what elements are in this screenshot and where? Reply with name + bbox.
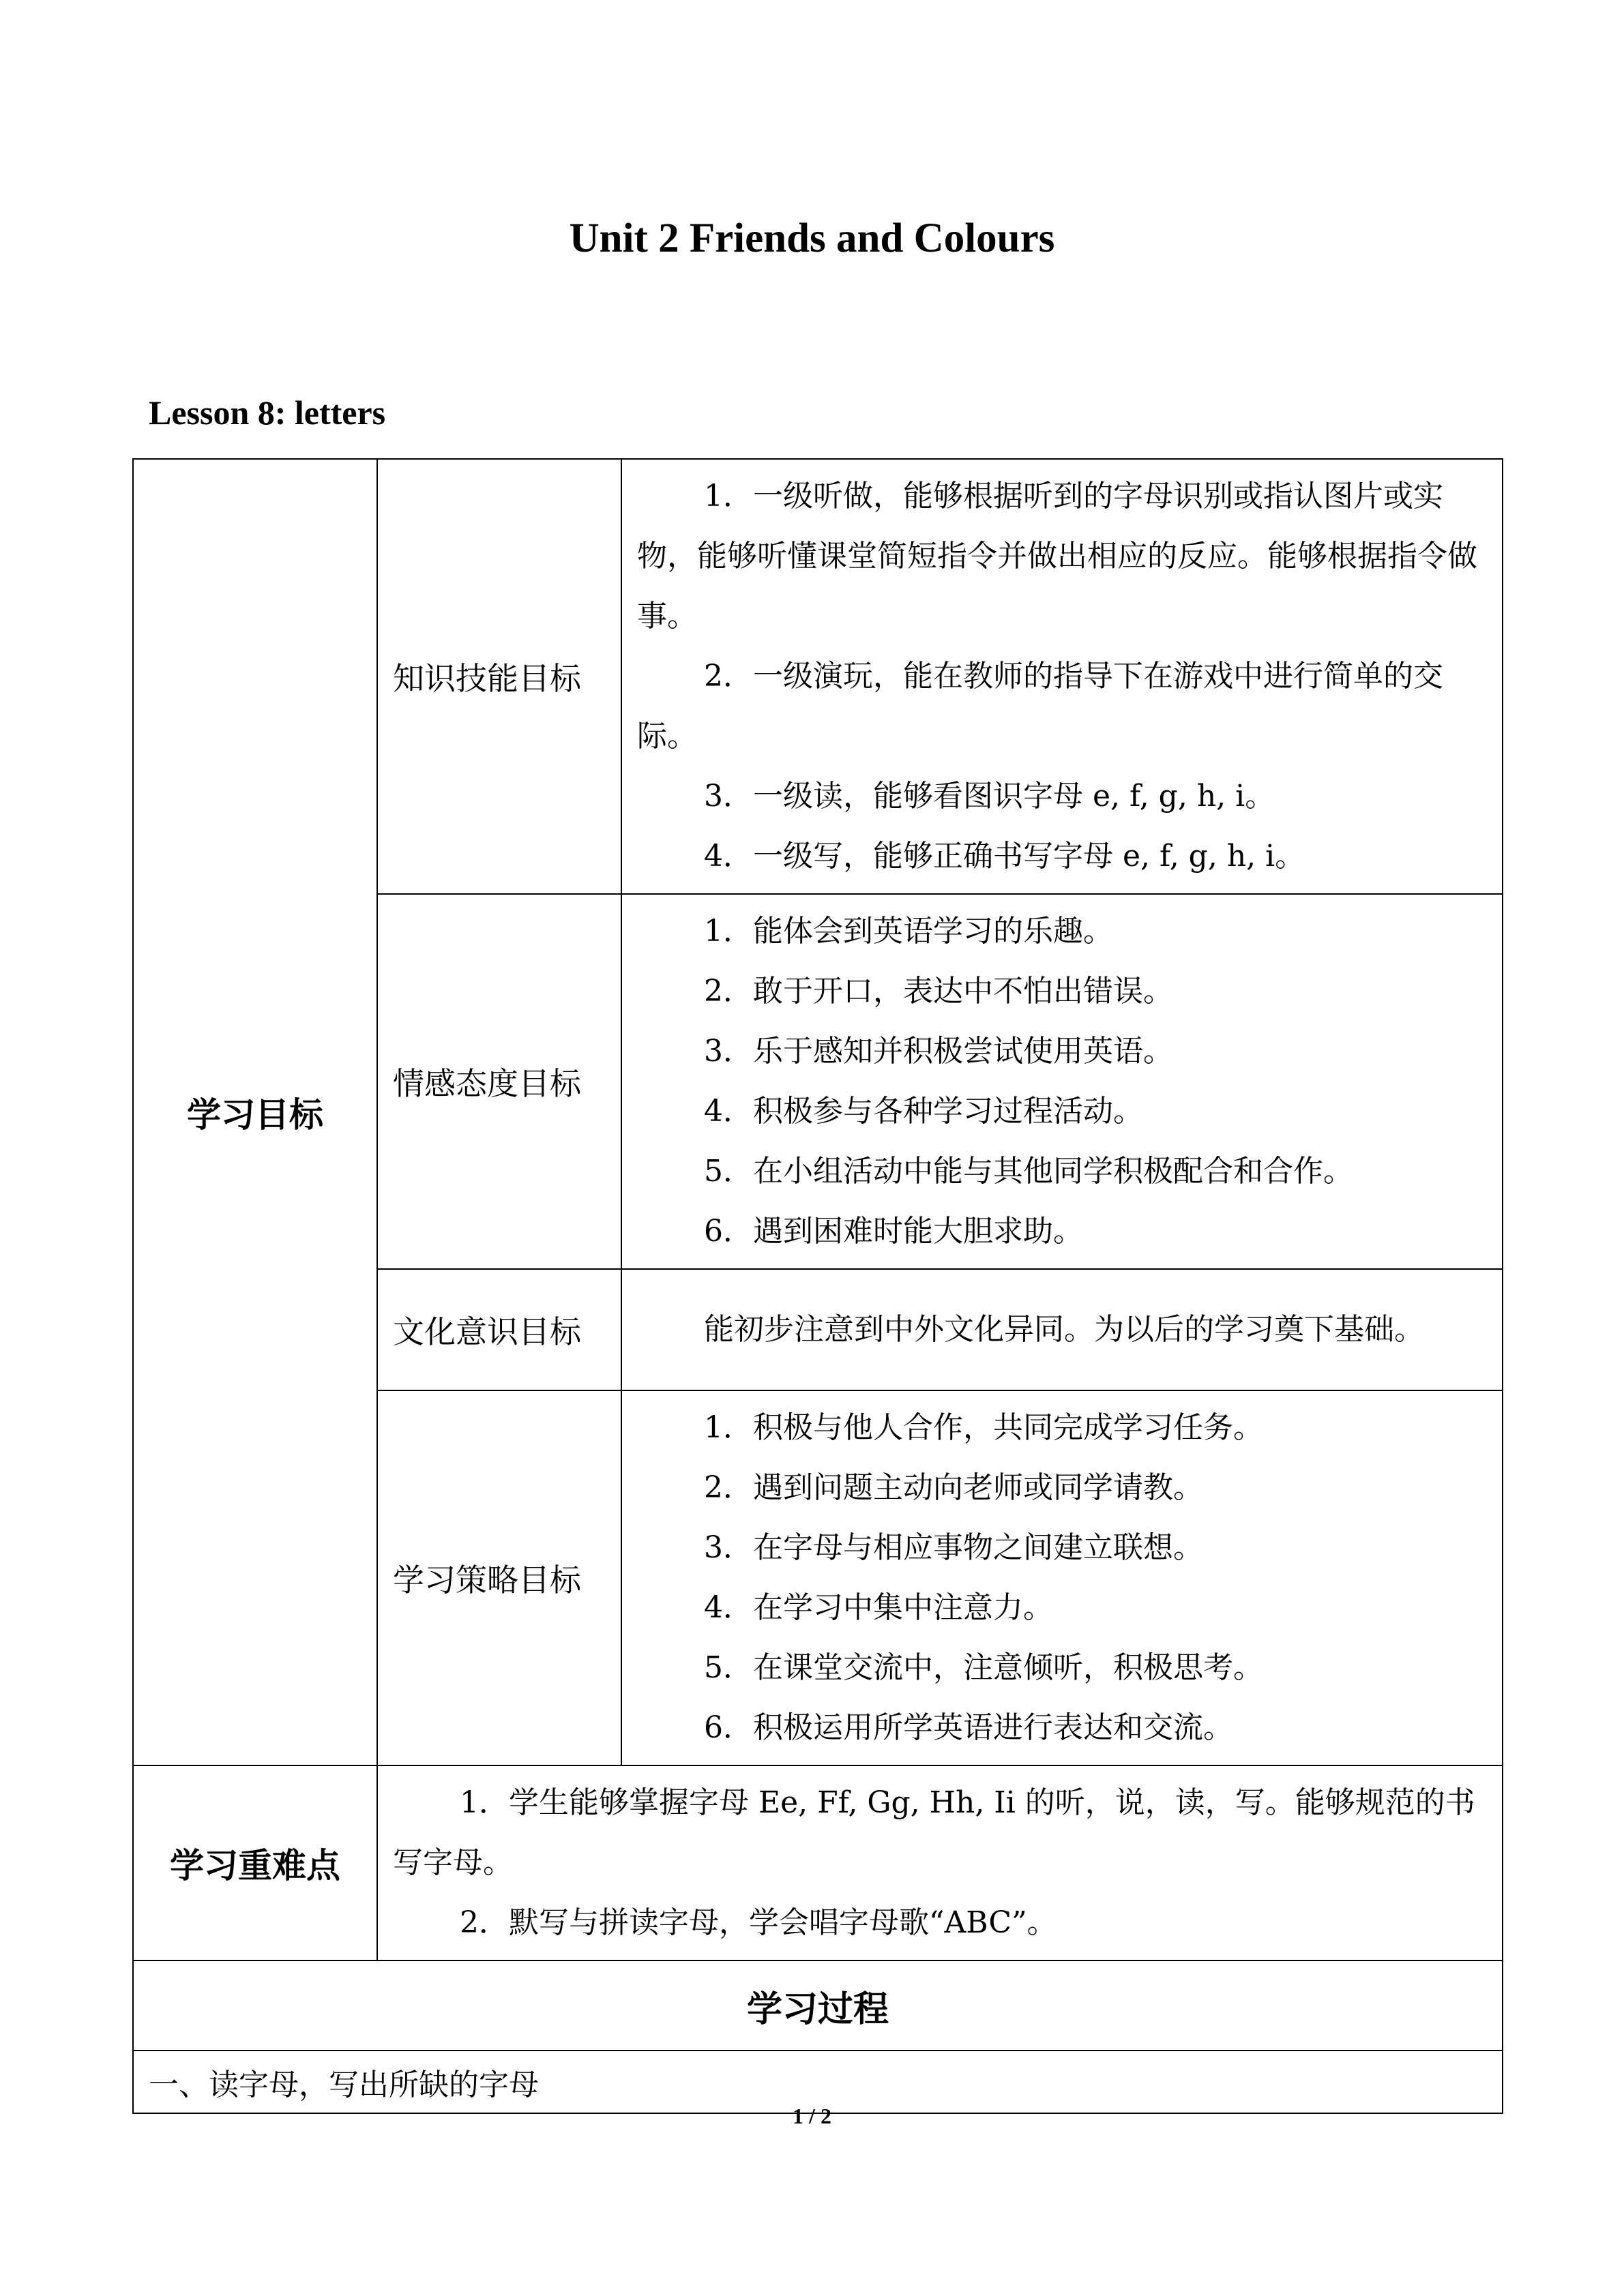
objective-item: 2．一级演玩，能在教师的指导下在游戏中进行简单的交际。 [637,659,1443,754]
objective-item: 4．积极参与各种学习过程活动。 [704,1094,1143,1129]
objective-item: 能初步注意到中外文化异同。为以后的学习奠下基础。 [704,1312,1424,1347]
objective-item: 6．积极运用所学英语进行表达和交流。 [704,1710,1233,1745]
objective-item: 1．积极与他人合作，共同完成学习任务。 [704,1410,1263,1445]
key-points-row [133,1765,1503,1960]
objective-item: 2．遇到问题主动向老师或同学请教。 [704,1470,1203,1505]
objective-content [621,1390,1503,1765]
key-point-item: 1．学生能够掌握字母 Ee, Ff, Gg, Hh, Ii 的听，说，读，写。能够规范的书写字母。 [393,1785,1475,1880]
key-point-item: 2．默写与拼读字母，学会唱字母歌“ABC”。 [460,1905,1057,1940]
page-number: 1 / 2 [793,2104,831,2128]
objective-name: 知识技能目标 [377,459,621,894]
objective-item: 1．一级听做，能够根据听到的字母识别或指认图片或实物，能够听懂课堂简短指令并做出相应的反应。能够根据指令做事。 [637,479,1477,633]
objective-item: 6．遇到困难时能大胆求助。 [704,1214,1083,1249]
objective-item: 5．在小组活动中能与其他同学积极配合和合作。 [704,1154,1353,1189]
objective-item: 3．在字母与相应事物之间建立联想。 [704,1530,1203,1565]
objective-name: 文化意识目标 [377,1269,621,1390]
objective-content [621,459,1503,894]
objectives-label: 学习目标 [133,459,377,1765]
process-label: 学习过程 [133,1960,1503,2051]
document-title: Unit 2 Friends and Colours [569,215,1055,261]
process-header-row [133,1960,1503,2051]
objective-content [621,1269,1503,1390]
objective-row-knowledge [133,459,1503,894]
objective-content [621,894,1503,1269]
process-first-step: 一、读字母，写出所缺的字母 [133,2051,1503,2113]
objective-item: 5．在课堂交流中，注意倾听，积极思考。 [704,1650,1263,1685]
objective-item: 4．在学习中集中注意力。 [704,1590,1053,1625]
objective-name: 学习策略目标 [377,1390,621,1765]
key-points-label: 学习重难点 [133,1765,377,1960]
objective-name: 情感态度目标 [377,894,621,1269]
objective-item: 4．一级写，能够正确书写字母 e, f, g, h, i。 [704,839,1305,874]
objective-item: 1．能体会到英语学习的乐趣。 [704,914,1113,949]
key-points-content [377,1765,1503,1960]
lesson-plan-table [132,458,1503,2114]
objective-item: 3．乐于感知并积极尝试使用英语。 [704,1034,1173,1069]
objective-item: 2．敢于开口，表达中不怕出错误。 [704,974,1173,1009]
objective-item: 3．一级读，能够看图识字母 e, f, g, h, i。 [704,779,1275,814]
lesson-heading: Lesson 8: letters [149,393,386,432]
